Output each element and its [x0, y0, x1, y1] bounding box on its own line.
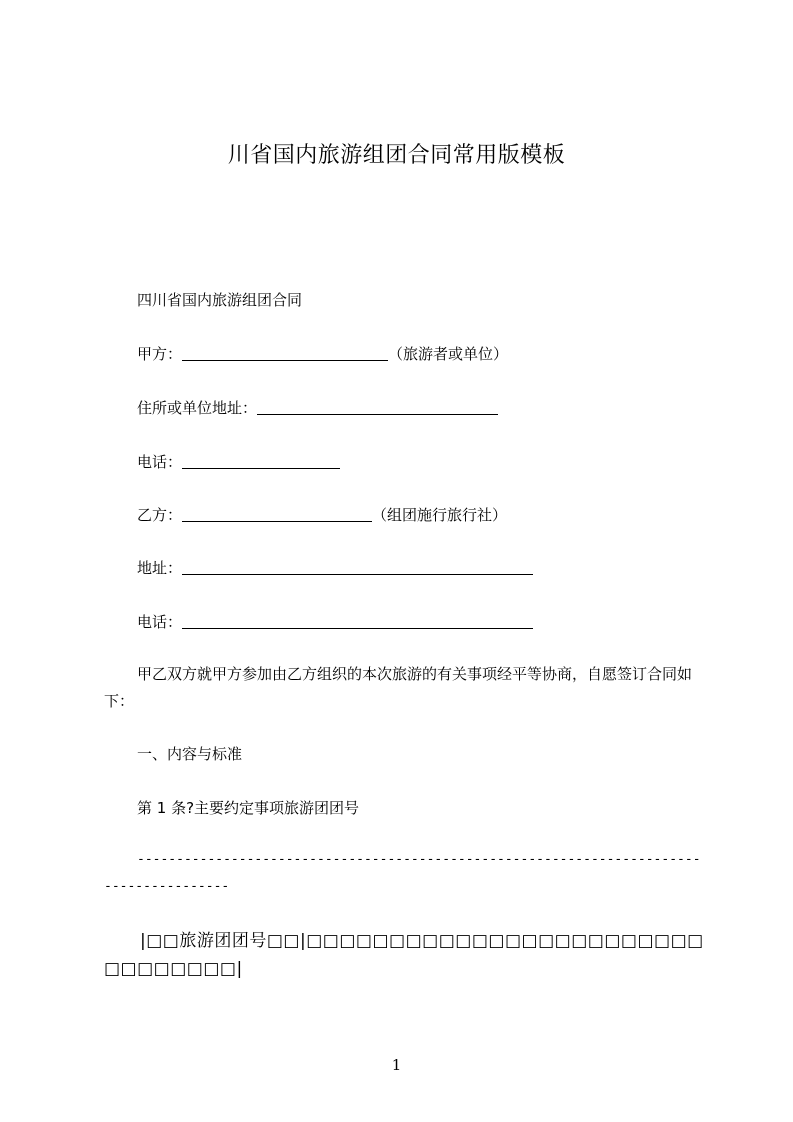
party-b-blank [182, 505, 372, 522]
party-a-phone-label: 电话： [137, 453, 183, 471]
party-a-address-label: 住所或单位地址： [137, 399, 258, 417]
contract-name: 四川省国内旅游组团合同 [137, 291, 303, 309]
party-a-phone-line [137, 451, 340, 473]
party-b-address-label: 地址： [137, 559, 183, 577]
party-a-line [137, 343, 508, 365]
party-a-blank [182, 344, 388, 361]
table-row: |□□旅游团团号□□|□□□□□□□□□□□□□□□□□□□□□□□□□□□□□□□□| [104, 931, 704, 979]
party-b-address-line [137, 557, 533, 579]
party-b-phone-label: 电话： [137, 613, 183, 631]
section-heading: 一、内容与标准 [137, 745, 243, 763]
article-heading: 第 1 条?主要约定事项旅游团团号 [137, 799, 360, 817]
dash-separator: ---------------------------------------------------------------------------------------- [104, 852, 701, 894]
party-b-label: 乙方： [137, 506, 183, 524]
party-b-line [137, 504, 507, 526]
party-a-label: 甲方： [137, 345, 183, 363]
party-b-address-blank [182, 558, 533, 575]
intro-paragraph: 甲乙双方就甲方参加由乙方组织的本次旅游的有关事项经平等协商，自愿签订合同如下： [104, 665, 693, 710]
party-a-phone-blank [182, 452, 340, 469]
party-b-note: （组团施行旅行社） [372, 506, 508, 524]
party-b-phone-line [137, 611, 533, 633]
party-a-address-blank [257, 398, 498, 415]
page-title: 川省国内旅游组团合同常用版模板 [227, 143, 566, 168]
party-a-address-line [137, 397, 498, 419]
party-b-phone-blank [182, 612, 533, 629]
page-number: 1 [391, 1056, 402, 1074]
party-a-note: （旅游者或单位） [388, 345, 509, 363]
